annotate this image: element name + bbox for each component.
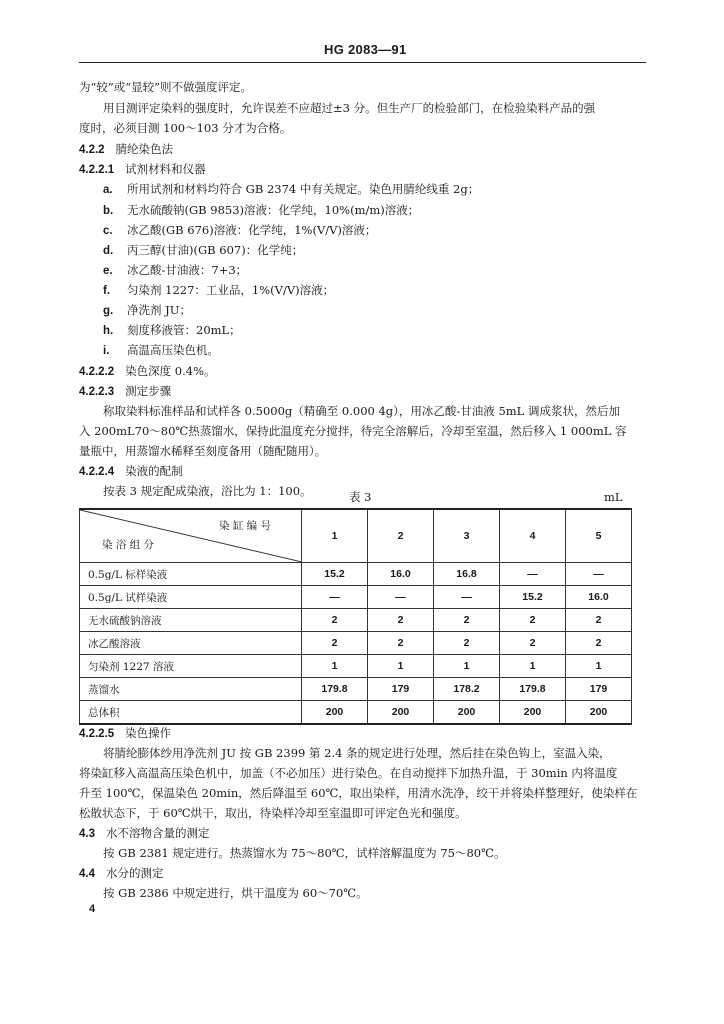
table-cell: 2 [302, 632, 368, 655]
table-cell: — [500, 563, 566, 586]
list-text: 无水硫酸钠(GB 9853)溶液：化学纯，10%(m/m)溶液； [127, 203, 420, 217]
column-header: 4 [500, 509, 566, 563]
section-heading [79, 726, 171, 741]
table-cell: 16.8 [434, 563, 500, 586]
row-label: 0.5g/L 标样染液 [80, 563, 302, 586]
text-line: 度时，必须目测 100～103 分才为合格。 [79, 121, 292, 135]
header-vat-number: 染 缸 编 号 [218, 520, 271, 532]
section-heading [79, 826, 209, 841]
table-cell: 1 [434, 655, 500, 678]
section-heading [79, 384, 171, 399]
text-line: 入 200mL70～80℃热蒸馏水，保持此温度充分搅拌，待完全溶解后，冷却至室温，然后移入 1 000mL 容 [79, 424, 627, 438]
dye-bath-table [79, 508, 632, 725]
section-number: 4.2.2.1 [79, 164, 115, 176]
table-cell: — [566, 563, 632, 586]
row-label: 总体积 [80, 701, 302, 725]
list-text: 刻度移液管：20mL； [127, 323, 241, 337]
table-cell: 178.2 [434, 678, 500, 701]
table-header-row [80, 509, 632, 563]
list-mark: c. [103, 225, 113, 237]
list-mark: f. [103, 285, 111, 297]
table-unit: mL [604, 490, 623, 504]
section-title: 染液的配制 [125, 464, 183, 478]
list-text: 净洗剂 JU； [127, 303, 191, 317]
text-line: 用目测评定染料的强度时，允许误差不应超过±3 分。但生产厂的检验部门，在检验染料产品的强 [103, 101, 596, 115]
list-mark: g. [103, 305, 114, 317]
section-title: 染色深度 0.4%。 [125, 364, 216, 378]
table-row [80, 563, 632, 586]
list-mark: d. [103, 245, 114, 257]
table-cell: — [368, 586, 434, 609]
list-item [103, 203, 419, 218]
page-number: 4 [89, 903, 96, 915]
column-header: 3 [434, 509, 500, 563]
table-cell: 179.8 [302, 678, 368, 701]
table-cell: 16.0 [368, 563, 434, 586]
table-cell: 2 [500, 632, 566, 655]
column-header: 2 [368, 509, 434, 563]
column-header: 1 [302, 509, 368, 563]
table-cell: 200 [368, 701, 434, 725]
table-cell: 15.2 [500, 586, 566, 609]
row-label: 无水硫酸钠溶液 [80, 609, 302, 632]
list-mark: e. [103, 265, 113, 277]
table-cell: 179 [566, 678, 632, 701]
section-title: 测定步骤 [125, 384, 172, 398]
list-text: 高温高压染色机。 [127, 343, 219, 357]
text-line: 升至 100℃，保温染色 20min，然后降温至 60℃，取出染样，用清水洗净，绞干并将染样整理好，使染样在 [79, 786, 638, 800]
table-cell: 16.0 [566, 586, 632, 609]
list-text: 丙三醇(甘油)(GB 607)：化学纯； [127, 243, 304, 257]
table-caption: 表 3 [349, 490, 372, 504]
list-item [103, 283, 334, 298]
table-cell: 1 [368, 655, 434, 678]
list-text: 所用试剂和材料均符合 GB 2374 中有关规定。染色用腈纶线重 2g； [127, 182, 480, 196]
table-cell: 200 [302, 701, 368, 725]
table-cell: 2 [368, 609, 434, 632]
table-cell: 2 [368, 632, 434, 655]
section-heading [79, 142, 173, 157]
row-label: 匀染剂 1227 溶液 [80, 655, 302, 678]
section-number: 4.2.2.3 [79, 386, 115, 398]
table-row [80, 701, 632, 725]
list-text: 匀染剂 1227：工业品，1%(V/V)溶液； [127, 283, 335, 297]
section-heading [79, 866, 163, 881]
text-line: 称取染料标准样品和试样各 0.5000g（精确至 0.000 4g），用冰乙酸-甘油液 5mL 调成浆状，然后加 [103, 404, 620, 418]
standard-code: HG 2083—91 [324, 42, 407, 57]
diagonal-header-cell [80, 509, 302, 563]
table-cell: 1 [500, 655, 566, 678]
table-cell: 2 [500, 609, 566, 632]
list-text: 冰乙酸-甘油液：7+3； [127, 263, 248, 277]
column-header: 5 [566, 509, 632, 563]
list-mark: a. [103, 184, 113, 196]
table-cell: 2 [434, 632, 500, 655]
text-line: 松散状态下，于 60℃烘干，取出，待染样冷却至室温即可评定色光和强度。 [79, 806, 467, 820]
table-cell: 179.8 [500, 678, 566, 701]
list-mark: h. [103, 325, 114, 337]
list-text: 冰乙酸(GB 676)溶液：化学纯，1%(V/V)溶液； [127, 223, 377, 237]
list-item [103, 323, 241, 338]
table-row [80, 655, 632, 678]
table-cell: 1 [302, 655, 368, 678]
text-line: 按 GB 2381 规定进行。热蒸馏水为 75～80℃，试样溶解温度为 75～80℃。 [103, 846, 506, 860]
table-cell: 200 [434, 701, 500, 725]
table-cell: 2 [566, 609, 632, 632]
table-cell: 2 [434, 609, 500, 632]
row-label: 冰乙酸溶液 [80, 632, 302, 655]
section-number: 4.2.2.5 [79, 728, 115, 740]
table-row [80, 632, 632, 655]
section-title: 试剂材料和仪器 [125, 162, 206, 176]
list-mark: b. [103, 205, 114, 217]
section-title: 水分的测定 [105, 866, 164, 880]
text-line: 按 GB 2386 中规定进行，烘干温度为 60～70℃。 [103, 886, 368, 900]
list-item [103, 223, 376, 238]
section-number: 4.4 [79, 868, 95, 880]
text-line: 为“较”或“显较”则不做强度评定。 [79, 80, 253, 94]
list-item [103, 343, 219, 358]
table-row [80, 586, 632, 609]
table-cell: 179 [368, 678, 434, 701]
section-heading [79, 464, 183, 479]
text-line: 将腈纶膨体纱用净洗剂 JU 按 GB 2399 第 2.4 条的规定进行处理，然后挂在染色钩上，室温入染， [103, 746, 611, 760]
section-number: 4.2.2 [79, 144, 105, 156]
list-mark: i. [103, 345, 110, 357]
text-line: 将染缸移入高温高压染色机中，加盖（不必加压）进行染色。在自动搅拌下加热升温，于 30min 内将温度 [79, 766, 618, 780]
list-item [103, 263, 247, 278]
table-cell: 200 [500, 701, 566, 725]
text-line: 量瓶中，用蒸馏水稀释至刻度备用（随配随用）。 [79, 444, 327, 458]
section-title: 腈纶染色法 [115, 142, 174, 156]
table-row [80, 678, 632, 701]
list-item [103, 303, 191, 318]
section-number: 4.2.2.2 [79, 366, 115, 378]
table-cell: 1 [566, 655, 632, 678]
section-number: 4.3 [79, 828, 95, 840]
table-cell: 2 [302, 609, 368, 632]
table-row [80, 609, 632, 632]
table-cell: — [434, 586, 500, 609]
list-item [103, 182, 479, 197]
text-line: 按表 3 规定配成染液，浴比为 1：100。 [103, 484, 312, 498]
header-bath-component: 染 浴 组 分 [102, 539, 155, 551]
section-heading [79, 364, 216, 379]
header-rule [79, 62, 646, 63]
table-cell: — [302, 586, 368, 609]
table-cell: 15.2 [302, 563, 368, 586]
table-cell: 200 [566, 701, 632, 725]
section-title: 染色操作 [125, 726, 172, 740]
section-number: 4.2.2.4 [79, 466, 115, 478]
row-label: 0.5g/L 试样染液 [80, 586, 302, 609]
section-heading [79, 162, 206, 177]
section-title: 水不溶物含量的测定 [105, 826, 210, 840]
list-item [103, 243, 303, 258]
table-cell: 2 [566, 632, 632, 655]
row-label: 蒸馏水 [80, 678, 302, 701]
